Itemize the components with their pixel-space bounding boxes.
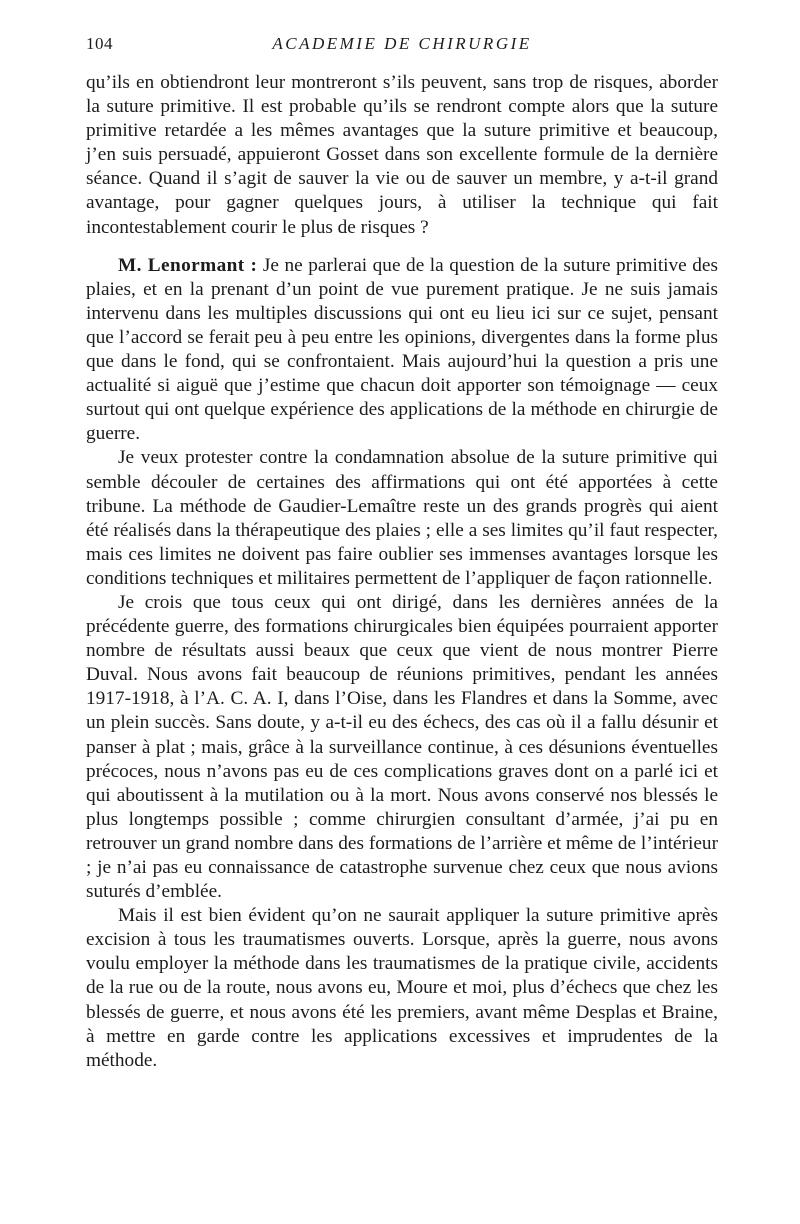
page-number: 104 bbox=[86, 34, 113, 53]
body-text bbox=[86, 71, 718, 1073]
speaker-name: M. Lenormant : bbox=[118, 254, 258, 276]
journal-title: ACADEMIE DE CHIRURGIE bbox=[272, 34, 532, 53]
paragraph-protest: Je veux protester contre la condamnation absolue de la suture primitive qui semble découler de certaines des affirmations qui ont été apportées à cette tribune. La méthode de Gaudier-Lemaître reste un des grands progrès qui aient été réalisés dans la thérapeutique des plaies ; elle a ses limites qu’il faut respecter, mais ces limites ne doivent pas faire oublier ses immenses avantages lorsque les conditions techniques et militaires permettent de l’appliquer de façon rationnelle. bbox=[86, 447, 718, 589]
running-header bbox=[86, 34, 718, 58]
paragraph-lenormant-intro bbox=[86, 254, 718, 447]
paragraph-experience: Je crois que tous ceux qui ont dirigé, dans les dernières années de la précédente guerre, des formations chirurgicales bien équipées pourraient apporter nombre de résultats aussi beaux que ceux que vient de nous montrer Pierre Duval. Nous avons fait beaucoup de réunions primitives, pendant les années 1917-1918, à l’A. C. A. I, dans l’Oise, dans les Flandres et dans la Somme, avec un plein succès. Sans doute, y a-t-il eu des échecs, des cas où il a fallu désunir et panser à plat ; mais, grâce à la surveillance continue, à ces désunions éventuelles précoces, nous n’avons pas eu de ces complications graves dont on a parlé ici et qui aboutissent à la mutilation ou à la mort. Nous avons conservé nos blessés le plus longtemps possible ; comme chirurgien consultant d’armée, j’ai pu en retrouver un grand nombre dans des formations de l’arrière et même de l’intérieur ; je n’ai pas eu connaissance de catastrophe survenue chez ceux que nous avions suturés d’emblée. bbox=[86, 591, 718, 903]
paragraph-limits: Mais il est bien évident qu’on ne saurait appliquer la suture primitive après excision à tous les traumatismes ouverts. Lorsque, après la guerre, nous avons voulu employer la méthode dans les traumatismes de la pratique civile, accidents de la rue ou de la route, nous avons eu, Moure et moi, plus d’échecs que chez les blessés de guerre, et nous avons été les premiers, avant même Desplas et Braine, à mettre en garde contre les applications excessives et imprudentes de la méthode. bbox=[86, 905, 718, 1071]
paragraph-lenormant-text: Je ne parlerai que de la question de la suture primitive des plaies, et en la prenant d’un point de vue purement pratique. Je ne suis jamais intervenu dans les multiples discussions qui ont eu lieu ici sur ce sujet, pensant que l’accord se ferait peu à peu entre les opinions, divergentes dans la forme plus que dans le fond, qui se confrontaient. Mais aujourd’hui la question a pris une actualité si aiguë que j’estime que chacun doit apporter son témoignage — ceux surtout qui ont quelque expérience des applications de la méthode en chirurgie de guerre. bbox=[86, 254, 718, 445]
paragraph-continued: qu’ils en obtiendront leur montreront s’ils peuvent, sans trop de risques, aborder la suture primitive. Il est probable qu’ils se rendront compte alors que la suture primitive retardée a les mêmes avantages que la suture primitive et beaucoup, j’en suis persuadé, appuieront Gosset dans son excellente formule de la dernière séance. Quand il s’agit de sauver la vie ou de sauver un membre, y a-t-il grand avantage, pour gagner quelques jours, à utiliser la technique qui fait incontestablement courir le plus de risques ? bbox=[86, 72, 718, 238]
